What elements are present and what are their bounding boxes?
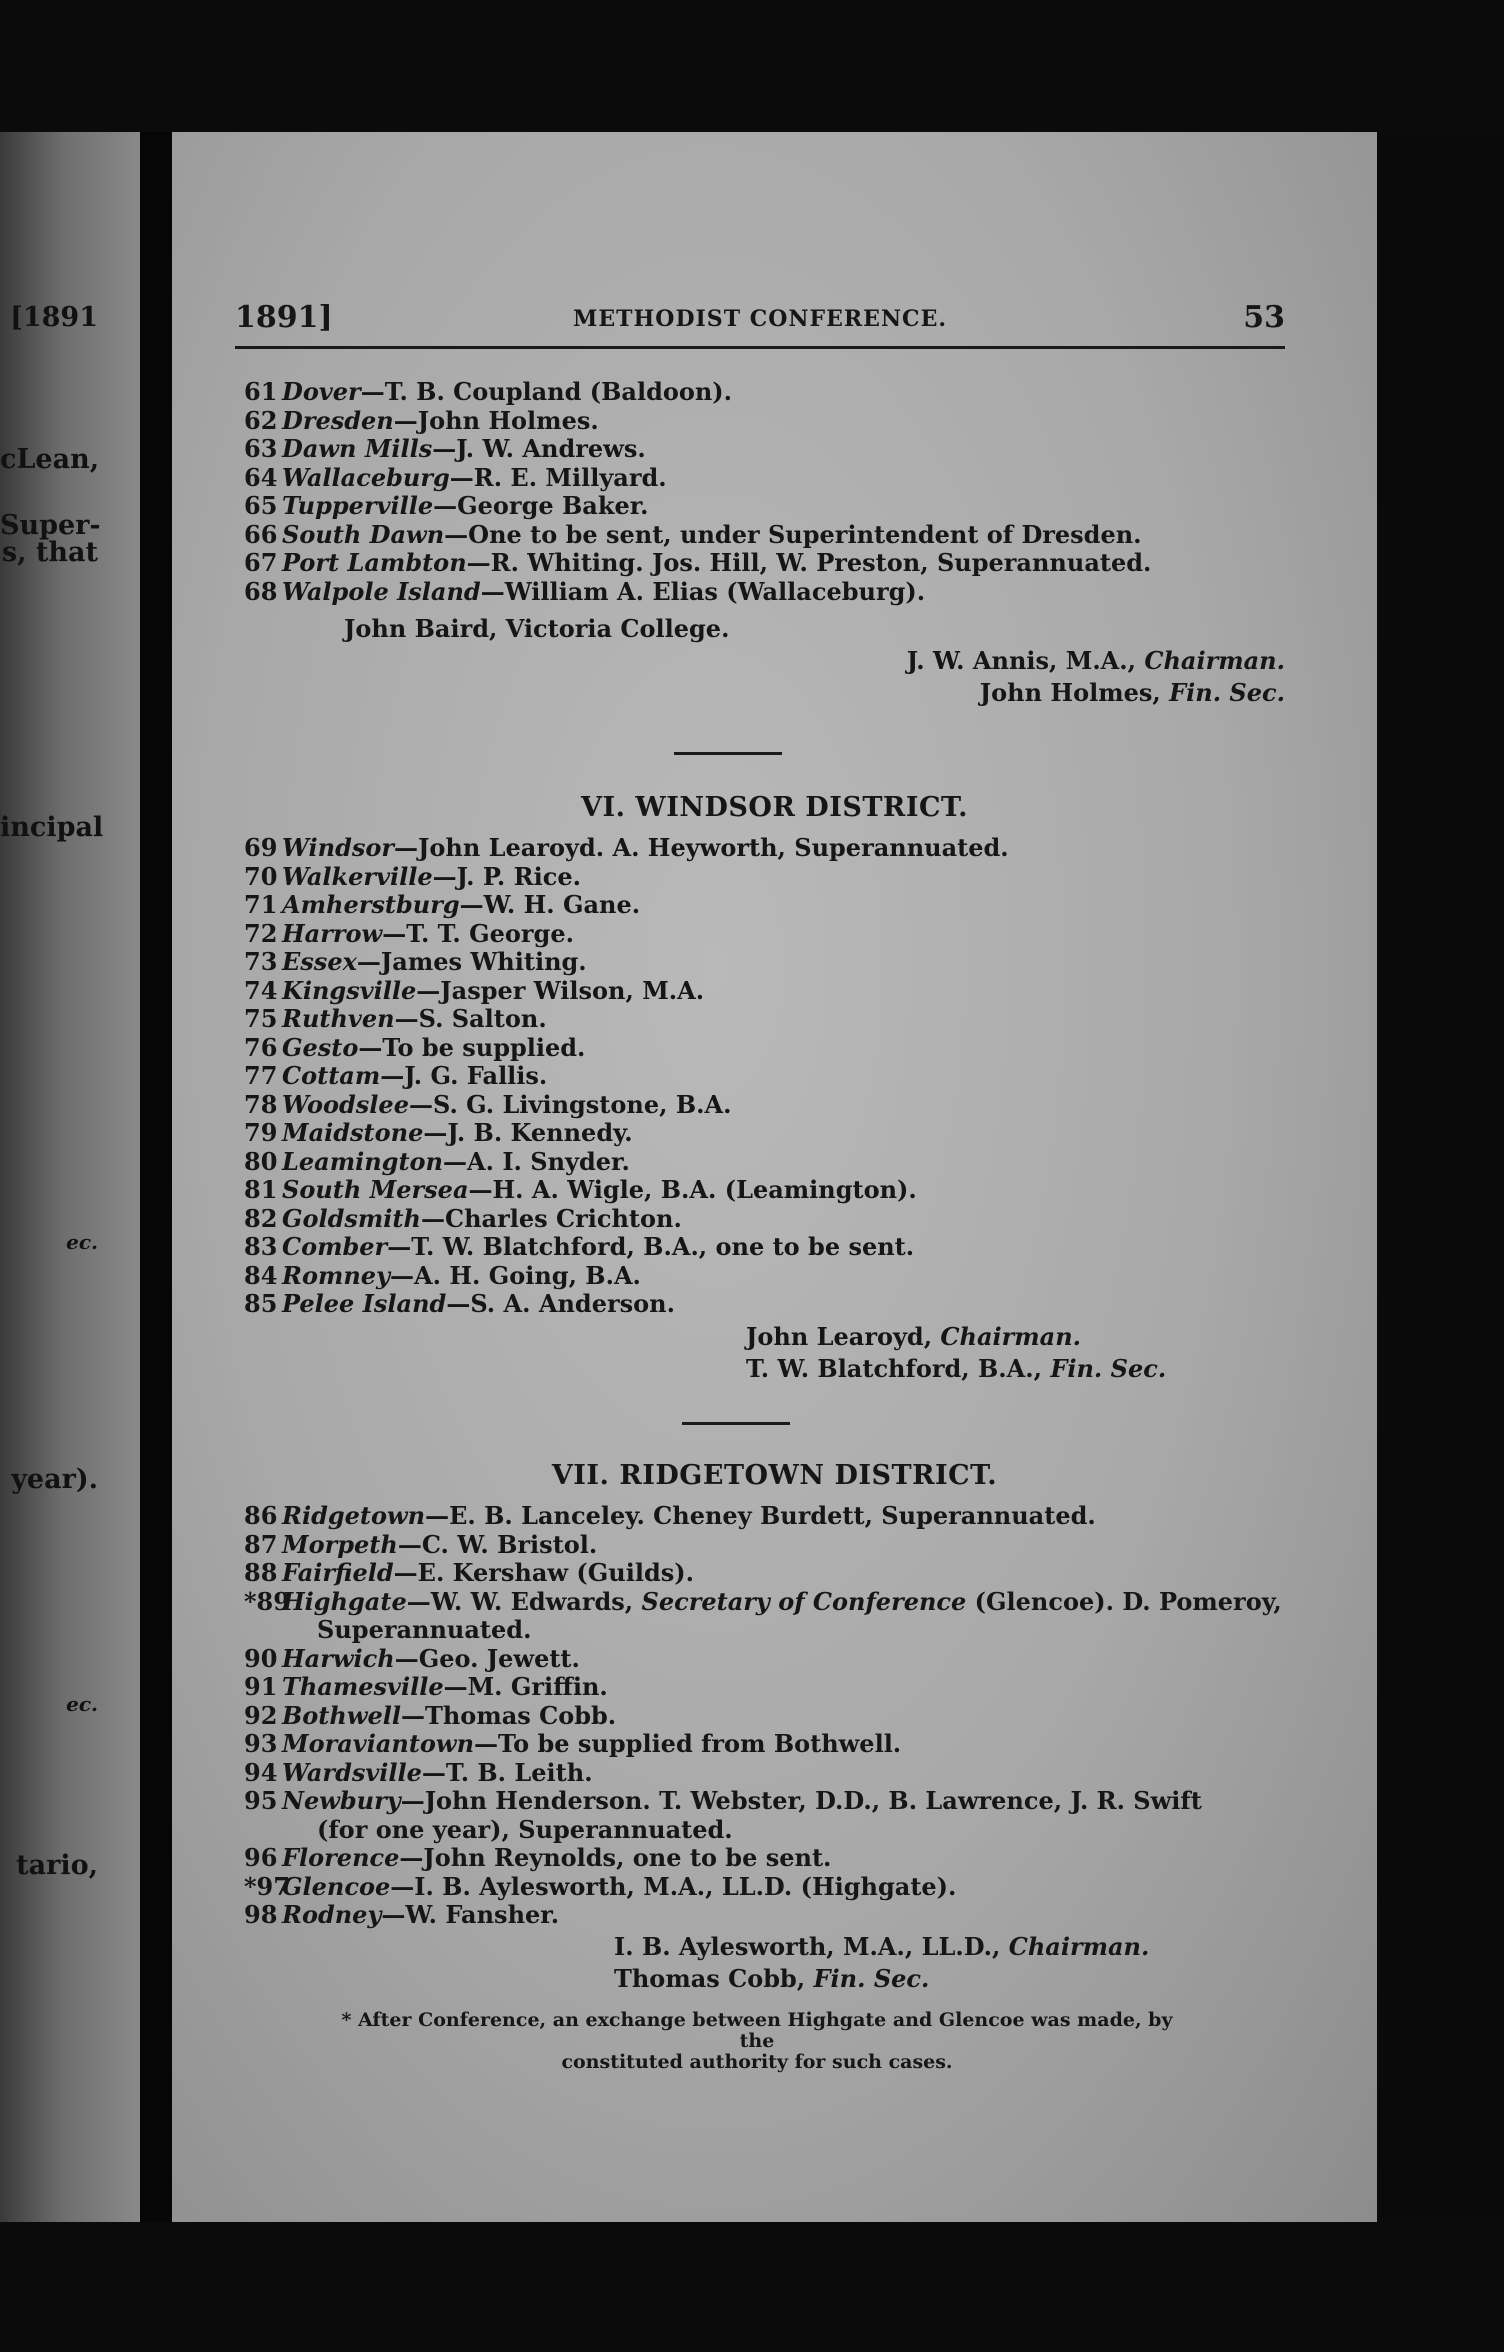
circuit-entry: 74 Kingsville—Jasper Wilson, M.A. <box>244 975 705 1005</box>
background-edge <box>1377 132 1504 2222</box>
page-number: 53 <box>1243 300 1285 335</box>
circuit-entry: 77 Cottam—J. G. Fallis. <box>244 1061 548 1090</box>
circuit-entry: 67 Port Lambton—R. Whiting. Jos. Hill, W. Preston, Superannuated. <box>244 548 1152 577</box>
circuit-entry: 81 South Mersea—H. A. Wigle, B.A. (Leamington). <box>244 1175 917 1204</box>
district-note: John Baird, Victoria College. <box>344 614 730 643</box>
footnote-line: * After Conference, an exchange between Highgate and Glencoe was made, by the <box>341 2009 1173 2052</box>
circuit-entry: 65 Tupperville—George Baker. <box>244 491 649 520</box>
header-rule <box>235 346 1285 349</box>
circuit-entry: 71 Amherstburg—W. H. Gane. <box>244 890 641 919</box>
circuit-entry: 69 Windsor—John Learoyd. A. Heyworth, Superannuated. <box>244 833 1009 862</box>
circuit-entry: *97Glencoe—I. B. Aylesworth, M.A., LL.D. (Highgate). <box>244 1871 957 1901</box>
book-gutter <box>140 132 172 2222</box>
circuit-entry-continuation: (for one year), Superannuated. <box>317 1814 733 1844</box>
left-page-fragment: ec. <box>66 1692 98 1716</box>
circuit-entry: 63 Dawn Mills—J. W. Andrews. <box>244 434 646 463</box>
circuit-entry: 88 Fairfield—E. Kershaw (Guilds). <box>244 1558 694 1587</box>
circuit-entry: 72 Harrow—T. T. George. <box>244 918 574 948</box>
circuit-entry: 87 Morpeth—C. W. Bristol. <box>244 1529 598 1559</box>
circuit-entry: 98 Rodney—W. Fansher. <box>244 1900 560 1929</box>
left-page-fragment: year). <box>11 1464 98 1495</box>
left-page-fragment: s, that <box>1 537 98 568</box>
district-list <box>244 834 1009 1319</box>
district-heading: VII. RIDGETOWN DISTRICT. <box>551 1460 998 1491</box>
circuit-entry: 86 Ridgetown—E. B. Lanceley. Cheney Burdett, Superannuated. <box>244 1501 1096 1530</box>
fin-sec-signature: T. W. Blatchford, B.A., Fin. Sec. <box>746 1354 1167 1383</box>
district-list <box>244 1502 1282 1930</box>
circuit-entry: 90 Harwich—Geo. Jewett. <box>244 1643 580 1673</box>
left-page-fragment: tario, <box>16 1850 98 1881</box>
circuit-entry: 83 Comber—T. W. Blatchford, B.A., one to be sent. <box>244 1232 915 1261</box>
circuit-entry: 82 Goldsmith—Charles Crichton. <box>244 1203 682 1233</box>
circuit-entry: *89Highgate—W. W. Edwards, Secretary of Conference (Glencoe). D. Pomeroy, <box>244 1586 1282 1616</box>
footnote-line: constituted authority for such cases. <box>561 2051 953 2073</box>
circuit-entry: 76 Gesto—To be supplied. <box>244 1032 586 1062</box>
circuit-entry: 62 Dresden—John Holmes. <box>244 405 599 435</box>
circuit-entry: 85 Pelee Island—S. A. Anderson. <box>244 1289 675 1318</box>
circuit-entry: 73 Essex—James Whiting. <box>244 947 587 976</box>
circuit-entry: 92 Bothwell—Thomas Cobb. <box>244 1700 617 1730</box>
district-heading: VI. WINDSOR DISTRICT. <box>581 792 968 823</box>
left-page-fragment: [1891 <box>10 302 98 333</box>
chairman-signature: John Learoyd, Chairman. <box>746 1322 1082 1351</box>
circuit-entry: 70 Walkerville—J. P. Rice. <box>244 861 581 891</box>
circuit-entry: 80 Leamington—A. I. Snyder. <box>244 1146 630 1176</box>
left-page-fragment: ec. <box>66 1230 98 1254</box>
chairman-signature: J. W. Annis, M.A., Chairman. <box>906 646 1285 675</box>
circuit-entry: 66 South Dawn—One to be sent, under Superintendent of Dresden. <box>244 519 1142 549</box>
district-list <box>244 378 1151 606</box>
header-year: 1891] <box>235 300 333 335</box>
circuit-entry: 61 Dover—T. B. Coupland (Baldoon). <box>244 377 733 406</box>
book-page <box>172 132 1377 2222</box>
adjacent-page <box>0 132 140 2222</box>
header-title: METHODIST CONFERENCE. <box>573 306 947 332</box>
fin-sec-signature: Thomas Cobb, Fin. Sec. <box>614 1964 930 1993</box>
chairman-signature: I. B. Aylesworth, M.A., LL.D., Chairman. <box>614 1932 1150 1961</box>
circuit-entry: 78 Woodslee—S. G. Livingstone, B.A. <box>244 1089 732 1119</box>
left-page-fragment: Super- <box>0 510 101 541</box>
circuit-entry: 79 Maidstone—J. B. Kennedy. <box>244 1118 633 1147</box>
circuit-entry: 91 Thamesville—M. Griffin. <box>244 1672 608 1701</box>
circuit-entry: 96 Florence—John Reynolds, one to be sent. <box>244 1843 832 1872</box>
running-header <box>235 300 1285 340</box>
left-page-fragment: cLean, <box>0 444 100 475</box>
circuit-entry-continuation: Superannuated. <box>317 1615 532 1644</box>
section-divider <box>682 1422 790 1425</box>
fin-sec-signature: John Holmes, Fin. Sec. <box>979 678 1285 707</box>
section-divider <box>674 752 782 755</box>
circuit-entry: 95 Newbury—John Henderson. T. Webster, D.D., B. Lawrence, J. R. Swift <box>244 1786 1202 1815</box>
circuit-entry: 84 Romney—A. H. Going, B.A. <box>244 1260 641 1290</box>
circuit-entry: 75 Ruthven—S. Salton. <box>244 1004 547 1033</box>
circuit-entry: 64 Wallaceburg—R. E. Millyard. <box>244 462 667 492</box>
left-page-fragment: incipal <box>0 812 104 843</box>
footnote <box>322 2010 1192 2073</box>
circuit-entry: 94 Wardsville—T. B. Leith. <box>244 1757 593 1787</box>
circuit-entry: 93 Moraviantown—To be supplied from Bothwell. <box>244 1729 902 1758</box>
circuit-entry: 68 Walpole Island—William A. Elias (Wallaceburg). <box>244 576 926 606</box>
